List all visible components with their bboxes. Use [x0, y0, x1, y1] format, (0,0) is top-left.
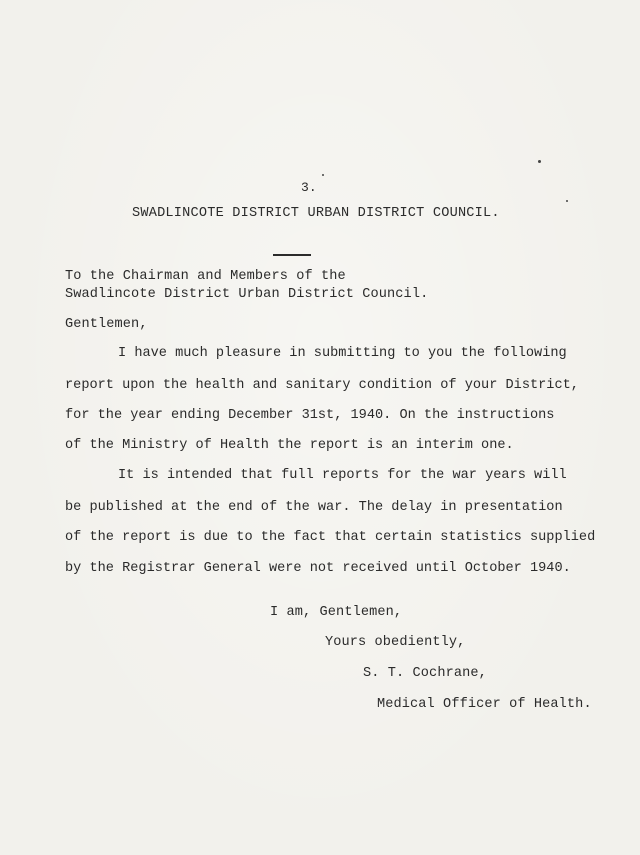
document-heading: SWADLINCOTE DISTRICT URBAN DISTRICT COUNCIL.: [132, 206, 500, 221]
body-line: It is intended that full reports for the war years will: [118, 468, 567, 483]
body-line: of the report is due to the fact that certain statistics supplied: [65, 530, 596, 545]
paper-speck: [566, 200, 568, 202]
paper-speck: [538, 160, 541, 163]
body-line: I have much pleasure in submitting to you the following: [118, 346, 567, 361]
address-line-1: To the Chairman and Members of the: [65, 269, 346, 284]
body-line: for the year ending December 31st, 1940. On the instructions: [65, 408, 555, 423]
divider-rule: [273, 254, 311, 256]
body-line: be published at the end of the war. The delay in presentation: [65, 500, 563, 515]
closing-line-2: Yours obediently,: [325, 635, 466, 650]
closing-line-1: I am, Gentlemen,: [270, 605, 403, 620]
body-line: of the Ministry of Health the report is an interim one.: [65, 438, 514, 453]
page-number: 3.: [301, 180, 317, 195]
body-line: by the Registrar General were not received until October 1940.: [65, 561, 571, 576]
salutation: Gentlemen,: [65, 317, 148, 332]
body-line: report upon the health and sanitary condition of your District,: [65, 378, 579, 393]
signatory-name: S. T. Cochrane,: [363, 666, 487, 681]
paper-speck: [322, 174, 324, 176]
address-line-2: Swadlincote District Urban District Council.: [65, 287, 429, 302]
signatory-title: Medical Officer of Health.: [377, 697, 592, 712]
